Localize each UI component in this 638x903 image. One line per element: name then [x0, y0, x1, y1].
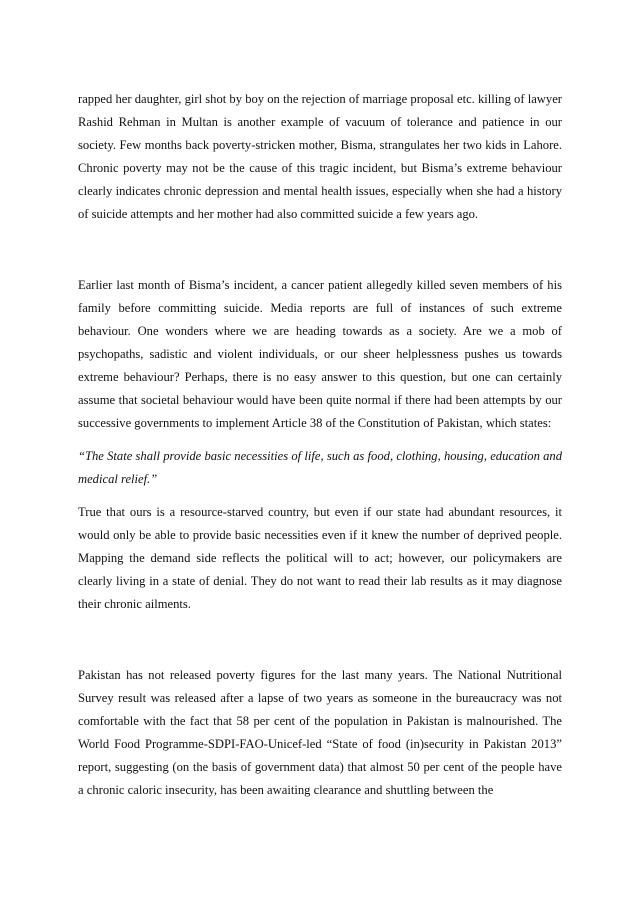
paragraph-5: Pakistan has not released poverty figures for the last many years. The National Nutritional Survey result was released after a lapse of two years as someone in the bureaucracy was not comfortable with the fact that 58 per cent of the population in Pakistan is malnourished. The World Food Programme-SDPI-FAO-Unicef-led “State of food (in)security in Pakistan 2013” report, suggesting (on the basis of government data) that almost 50 per cent of the people have a chronic caloric insecurity, has been awaiting clearance and shuttling between the	[78, 668, 562, 797]
paragraph-2: Earlier last month of Bisma’s incident, a cancer patient allegedly killed seven members of his family before committing suicide. Media reports are full of instances of such extreme behaviour. One wonders where we are heading towards as a society. Are we a mob of psychopaths, sadistic and violent individuals, or our sheer helplessness pushes us towards extreme behaviour? Perhaps, there is no easy answer to this question, but one can certainly assume that societal behaviour would have been quite normal if there had been attempts by our successive governments to implement Article 38 of the Constitution of Pakistan, which states:	[78, 278, 562, 430]
document-page	[78, 88, 562, 802]
paragraph-spacer	[78, 491, 562, 501]
constitution-quote: “The State shall provide basic necessities of life, such as food, clothing, housing, education and medical relief.”	[78, 449, 562, 486]
paragraph-spacer	[78, 616, 562, 664]
paragraph-spacer	[78, 226, 562, 274]
paragraph-4: True that ours is a resource-starved country, but even if our state had abundant resources, it would only be able to provide basic necessities even if it knew the number of deprived people. Mapping the demand side reflects the political will to act; however, our policymakers are clearly living in a state of denial. They do not want to read their lab results as it may diagnose their chronic ailments.	[78, 505, 562, 611]
paragraph-1: rapped her daughter, girl shot by boy on the rejection of marriage proposal etc. killing of lawyer Rashid Rehman in Multan is another example of vacuum of tolerance and patience in our society. Few months back poverty-stricken mother, Bisma, strangulates her two kids in Lahore. Chronic poverty may not be the cause of this tragic incident, but Bisma’s extreme behaviour clearly indicates chronic depression and mental health issues, especially when she had a history of suicide attempts and her mother had also committed suicide a few years ago.	[78, 92, 562, 221]
paragraph-spacer	[78, 435, 562, 445]
